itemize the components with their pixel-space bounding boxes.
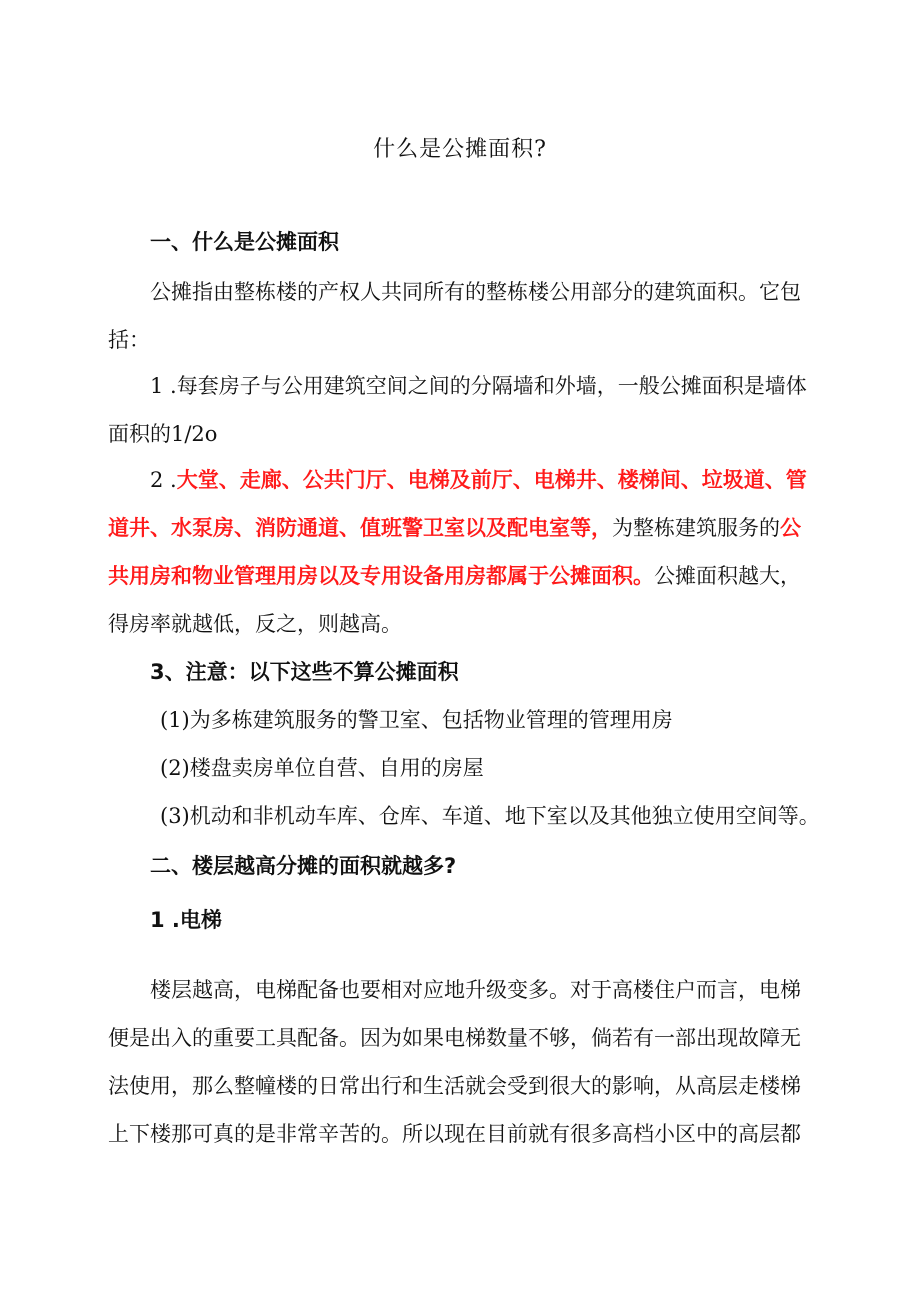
item-2-plain-text-1: 为整栋建筑服务的	[612, 516, 780, 540]
document-title: 什么是公摊面积?	[373, 137, 547, 162]
item-2-plain-text-2: 公摊面积越大，得房率就越低，反之，则越高。	[108, 564, 801, 636]
section-2-sub-1-heading: 1 .电梯	[150, 908, 222, 932]
section-2-sub-1-body: 楼层越高，电梯配备也要相对应地升级变多。对于高楼住户而言，电梯便是出入的重要工具配备。因为如果电梯数量不够，倘若有一部出现故障无法使用，那么整幢楼的日常出行和生活就会受到很大的影响，从高层走楼梯上下楼那可真的是非常辛苦的。所以现在目前就有很多高档小区中的高层都	[108, 978, 801, 1146]
item-2-prefix: 2 .	[150, 468, 177, 492]
item-3-list-entry-2: (2)楼盘卖房单位自营、自用的房屋	[160, 756, 484, 780]
item-3-heading: 3、注意：以下这些不算公摊面积	[150, 660, 459, 684]
item-1-paragraph: 1 .每套房子与公用建筑空间之间的分隔墙和外墙，一般公摊面积是墙体面积的1/2o	[108, 374, 807, 446]
item-3-list-entry-3: (3)机动和非机动车库、仓库、车道、地下室以及其他独立使用空间等。	[160, 804, 820, 828]
section-2-heading: 二、楼层越高分摊的面积就越多?	[150, 854, 457, 878]
item-2-red-text-2: 公共用房和物业管理用房以及专用设备用房都属于公摊面积。	[108, 516, 801, 588]
item-2-red-text-1: 大堂、走廊、公共门厅、电梯及前厅、电梯井、楼梯间、垃圾道、管道井、水泵房、消防通道、值班警卫室以及配电室等，	[108, 468, 807, 540]
section-1-intro: 公摊指由整栋楼的产权人共同所有的整栋楼公用部分的建筑面积。它包括：	[108, 280, 801, 352]
item-2-paragraph	[108, 456, 818, 648]
section-1-heading: 一、什么是公摊面积	[150, 230, 339, 254]
item-3-list-entry-1: (1)为多栋建筑服务的警卫室、包括物业管理的管理用房	[160, 708, 673, 732]
